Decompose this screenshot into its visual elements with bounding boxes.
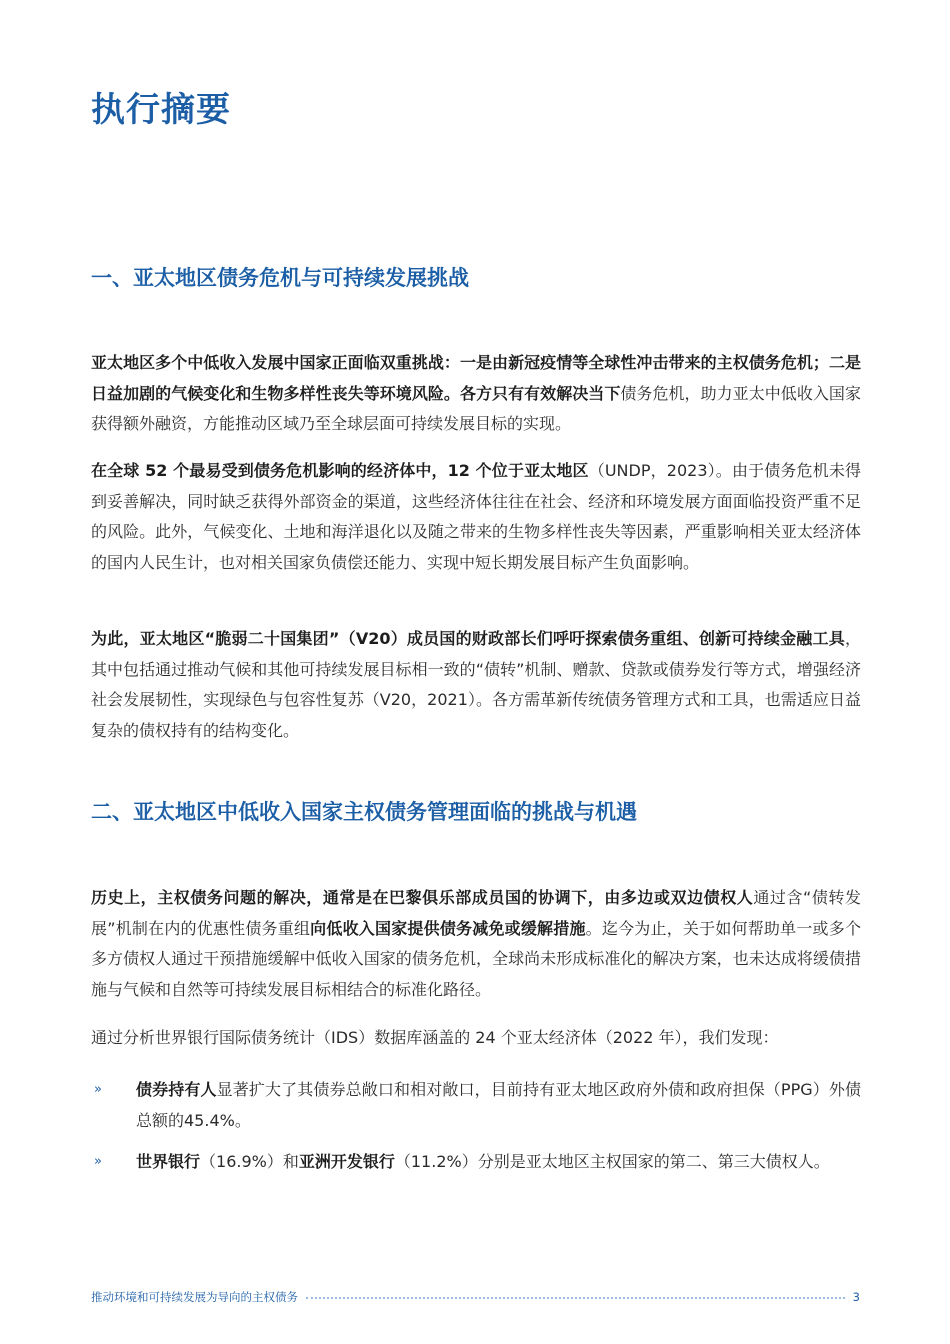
list-item-text: 显著扩大了其债券总敞口和相对敞口，目前持有亚太地区政府外债和政府担保（PPG）外债总额的45.4%。 [136, 1080, 861, 1130]
paragraph-4-text-2: 。迄今为止，关于如何帮助单一或多个多方债权人通过干预措施缓解中低收入国家的债务危机，全球尚未形成标准化的解决方案，也未达成将缓债措施与气候和自然等可持续发展目标相结合的标准化路径。 [91, 918, 861, 999]
paragraph-4 [91, 883, 861, 1005]
paragraph-5: 通过分析世界银行国际债务统计（IDS）数据库涵盖的 24 个亚太经济体（2022 年），我们发现： [91, 1028, 779, 1047]
list-item [91, 1075, 861, 1136]
list-item-bold-2: 亚洲开发银行 [298, 1152, 395, 1171]
paragraph-4-text-1: 通过含“债转发展”机制在内的优惠性债务重组 [91, 888, 861, 938]
paragraph-1-text: 债务危机，助力亚太中低收入国家获得额外融资，方能推动区域乃至全球层面可持续发展目标的实现。 [91, 383, 861, 433]
paragraph-1-bold: 亚太地区多个中低收入发展中国家正面临双重挑战：一是由新冠疫情等全球性冲击带来的主权债务危机；二是日益加剧的气候变化和生物多样性丧失等环境风险。各方只有有效解决当下 [91, 353, 861, 403]
findings-list [91, 1075, 861, 1189]
page-title: 执行摘要 [91, 90, 231, 130]
paragraph-3-text: ，其中包括通过推动气候和其他可持续发展目标相一致的“债转”机制、赠款、贷款或债券发行等方式，增强经济社会发展韧性，实现绿色与包容性复苏（V20，2021）。各方需革新传统债务管理方式和工具，也需适应日益复杂的债权持有的结构变化。 [91, 629, 861, 740]
footer-dotted-leader [306, 1297, 845, 1299]
paragraph-2 [91, 456, 861, 578]
list-item-bold: 债券持有人 [136, 1080, 217, 1099]
page-footer [91, 1288, 860, 1306]
paragraph-1 [91, 348, 861, 440]
list-item [91, 1147, 861, 1178]
list-item-text-2: （11.2%）分别是亚太地区主权国家的第二、第三大债权人。 [394, 1152, 830, 1171]
list-item-text-1: （16.9%）和 [200, 1152, 299, 1171]
chevron-right-icon: » [94, 1154, 102, 1169]
section-heading-1: 一、亚太地区债务危机与可持续发展挑战 [91, 266, 469, 290]
paragraph-2-bold: 在全球 52 个最易受到债务危机影响的经济体中，12 个位于亚太地区 [91, 461, 589, 480]
chevron-right-icon: » [94, 1082, 102, 1097]
paragraph-4-bold-1: 历史上，主权债务问题的解决，通常是在巴黎俱乐部成员国的协调下，由多边或双边债权人 [91, 888, 754, 907]
list-item-bold-1: 世界银行 [136, 1152, 201, 1171]
paragraph-2-text: （UNDP，2023）。由于债务危机未得到妥善解决，同时缺乏获得外部资金的渠道，这些经济体往往在社会、经济和环境发展方面面临投资严重不足的风险。此外，气候变化、土地和海洋退化以及随之带来的生物多样性丧失等因素，严重影响相关亚太经济体的国内人民生计，也对相关国家负债偿还能力、实现中短长期发展目标产生负面影响。 [91, 461, 861, 572]
paragraph-3 [91, 624, 861, 746]
paragraph-4-bold-2: 向低收入国家提供债务减免或缓解措施 [310, 918, 586, 938]
footer-title: 推动环境和可持续发展为导向的主权债务 [91, 1290, 298, 1304]
section-heading-2: 二、亚太地区中低收入国家主权债务管理面临的挑战与机遇 [91, 800, 637, 824]
page-number: 3 [852, 1290, 860, 1304]
paragraph-3-bold: 为此，亚太地区“脆弱二十国集团”（V20）成员国的财政部长们呼吁探索债务重组、创新可持续金融工具 [91, 629, 845, 648]
